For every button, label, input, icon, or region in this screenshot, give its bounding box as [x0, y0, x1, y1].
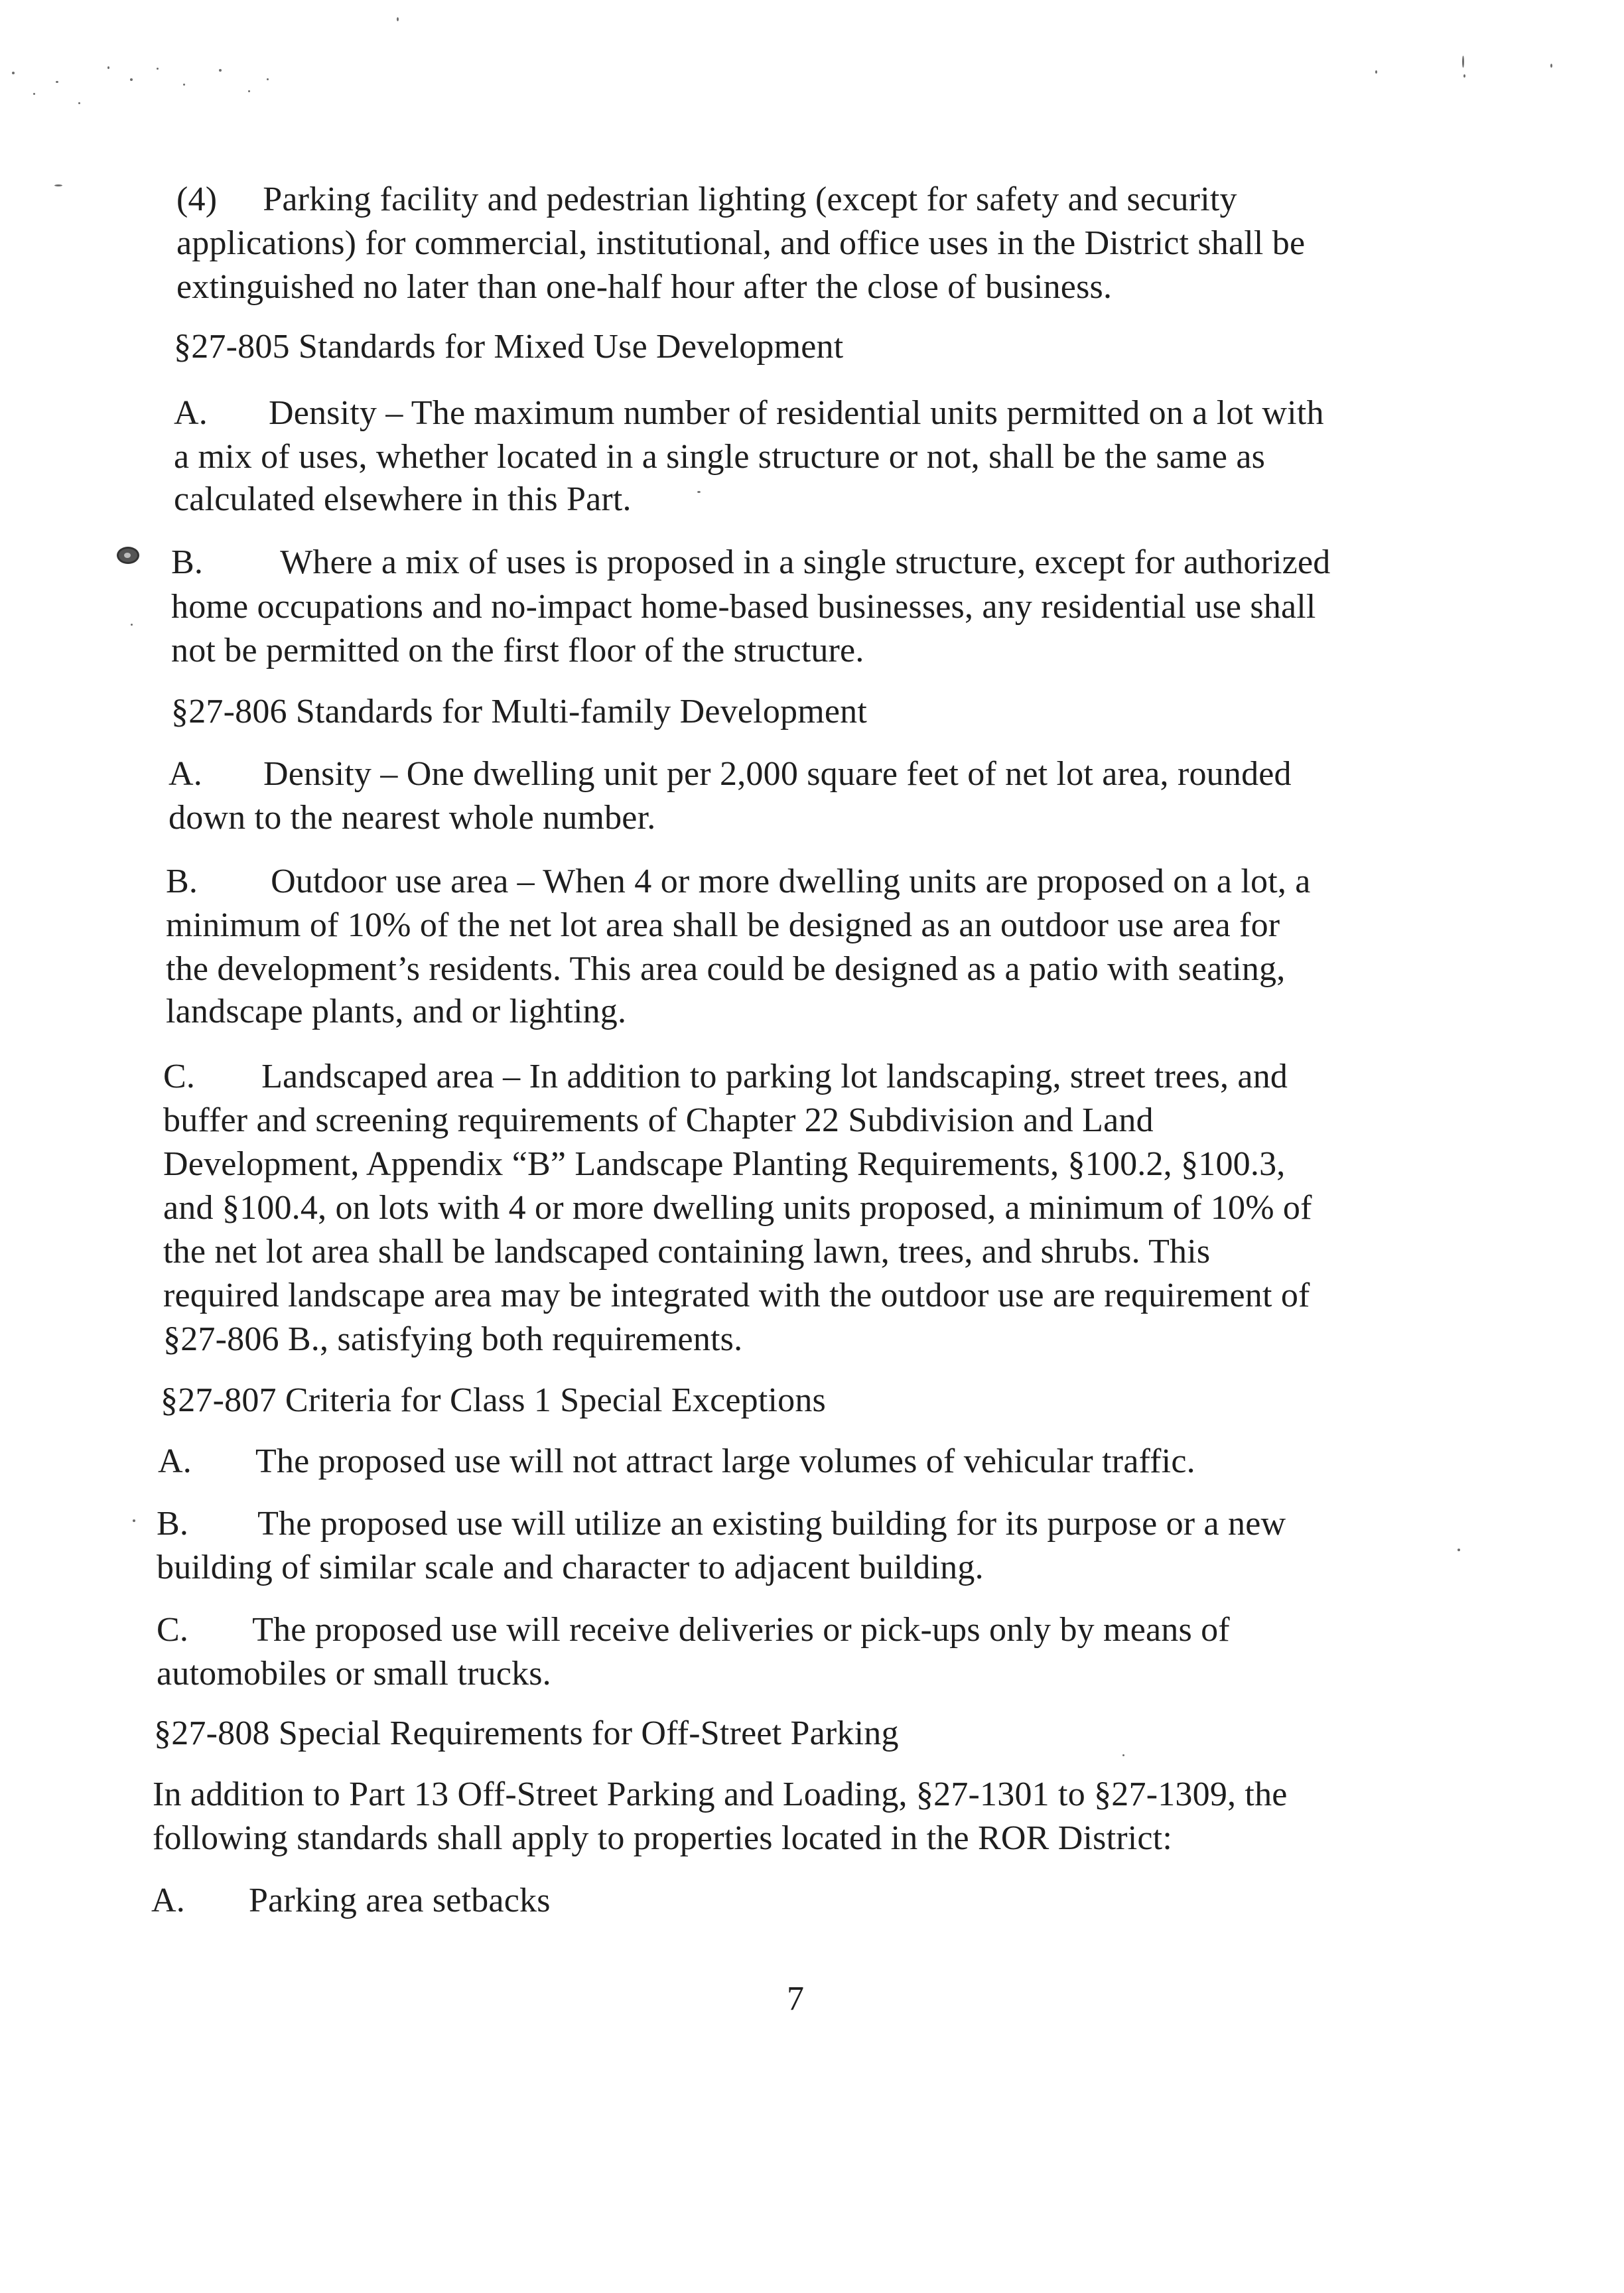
section-807-c-line-2: automobiles or small trucks. — [157, 1655, 551, 1693]
paragraph-label: (4) — [176, 180, 218, 218]
section-805-a-line-3: calculated elsewhere in this Part. — [174, 480, 632, 518]
scan-speck — [397, 17, 399, 21]
scan-speck — [133, 1519, 135, 1522]
paragraph-label: B. — [171, 543, 204, 581]
scan-speck — [130, 78, 133, 81]
section-807-b-line-1 — [157, 1502, 1286, 1546]
paragraph-label: B. — [157, 1505, 189, 1543]
scan-speck — [12, 72, 15, 74]
paragraph-label: C. — [163, 1058, 196, 1095]
scan-speck — [1122, 1754, 1124, 1756]
scan-speck — [219, 69, 222, 72]
section-806-c-line-5: the net lot area shall be landscaped containing lawn, trees, and shrubs. This — [163, 1233, 1211, 1271]
paragraph-label: C. — [157, 1611, 189, 1649]
paragraph-label: B. — [166, 863, 198, 900]
section-806-b-line-4: landscape plants, and or lighting. — [166, 993, 627, 1030]
section-806-c-line-3: Development, Appendix “B” Landscape Planting Requirements, §100.2, §100.3, — [163, 1145, 1286, 1183]
paragraph-4-line-1 — [176, 178, 1237, 222]
paragraph-text: Outdoor use area – When 4 or more dwelling units are proposed on a lot, a — [271, 863, 1311, 900]
section-heading-27-805: §27-805 Standards for Mixed Use Development — [174, 328, 844, 366]
scan-speck — [33, 93, 35, 95]
section-806-c-line-6: required landscape area may be integrated with the outdoor use are requirement of — [163, 1277, 1310, 1314]
paragraph-text: Density – One dwelling unit per 2,000 square feet of net lot area, rounded — [263, 755, 1292, 793]
scan-speck — [1550, 64, 1552, 68]
paragraph-4-line-2: applications) for commercial, institutional, and office uses in the District shall be — [176, 224, 1306, 262]
section-806-c-line-2: buffer and screening requirements of Chapter 22 Subdivision and Land — [163, 1101, 1154, 1139]
paragraph-text: Where a mix of uses is proposed in a single structure, except for authorized — [280, 543, 1331, 581]
section-heading-27-808: §27-808 Special Requirements for Off-Street Parking — [154, 1714, 899, 1752]
section-808-a-line-1 — [151, 1879, 551, 1923]
paragraph-text: The proposed use will utilize an existing building for its purpose or a new — [257, 1505, 1286, 1543]
section-806-b-line-1 — [166, 860, 1311, 904]
scan-speck — [697, 491, 701, 493]
scan-speck — [1375, 70, 1377, 74]
scan-speck — [54, 184, 62, 186]
punch-hole-mark — [117, 547, 139, 564]
scan-speck — [267, 78, 269, 80]
section-807-c-line-1 — [157, 1608, 1230, 1652]
section-806-b-line-2: minimum of 10% of the net lot area shall be designed as an outdoor use area for — [166, 906, 1280, 944]
section-807-b-line-2: building of similar scale and character to adjacent building. — [157, 1549, 984, 1586]
section-806-a-line-2: down to the nearest whole number. — [169, 799, 656, 837]
section-heading-27-806: §27-806 Standards for Multi-family Development — [171, 693, 867, 730]
paragraph-text: Landscaped area – In addition to parking lot landscaping, street trees, and — [261, 1058, 1288, 1095]
section-heading-27-807: §27-807 Criteria for Class 1 Special Exceptions — [161, 1381, 826, 1419]
paragraph-label: A. — [169, 755, 202, 793]
section-805-a-line-1 — [174, 391, 1324, 435]
section-808-intro-line-1: In addition to Part 13 Off-Street Parking and Loading, §27-1301 to §27-1309, the — [153, 1775, 1288, 1813]
paragraph-label: A. — [158, 1442, 192, 1480]
section-805-b-line-2: home occupations and no-impact home-based businesses, any residential use shall — [171, 588, 1316, 626]
scan-speck — [1462, 56, 1464, 68]
scan-speck — [131, 624, 133, 626]
paragraph-text: The proposed use will not attract large volumes of vehicular traffic. — [255, 1442, 1195, 1480]
section-806-c-line-7: §27-806 B., satisfying both requirements. — [163, 1320, 743, 1358]
section-806-c-line-1 — [163, 1055, 1288, 1099]
scan-speck — [157, 68, 159, 70]
scan-speck — [248, 90, 250, 92]
paragraph-text: The proposed use will receive deliveries or pick-ups only by means of — [252, 1611, 1230, 1649]
scan-speck — [1463, 74, 1465, 78]
scan-speck — [1457, 1549, 1460, 1551]
section-805-b-line-1 — [171, 541, 1330, 585]
section-805-a-line-2: a mix of uses, whether located in a single structure or not, shall be the same as — [174, 438, 1266, 476]
scan-speck — [183, 84, 185, 86]
section-806-b-line-3: the development’s residents. This area could be designed as a patio with seating, — [166, 950, 1286, 988]
scan-speck — [56, 81, 58, 83]
section-806-c-line-4: and §100.4, on lots with 4 or more dwelling units proposed, a minimum of 10% of — [163, 1189, 1312, 1227]
paragraph-label: A. — [151, 1882, 185, 1919]
section-808-intro-line-2: following standards shall apply to properties located in the ROR District: — [153, 1819, 1172, 1857]
section-806-a-line-1 — [169, 752, 1292, 796]
paragraph-text: Density – The maximum number of residential units permitted on a lot with — [268, 394, 1324, 432]
paragraph-label: A. — [174, 394, 208, 432]
paragraph-4-line-3: extinguished no later than one-half hour after the close of business. — [176, 268, 1113, 306]
scan-speck — [107, 66, 109, 69]
section-805-b-line-3: not be permitted on the first floor of the structure. — [171, 632, 864, 669]
paragraph-text: Parking area setbacks — [248, 1882, 551, 1919]
section-807-a-line-1 — [158, 1440, 1195, 1484]
page-number: 7 — [787, 1980, 804, 2018]
scan-speck — [78, 102, 80, 104]
paragraph-text: Parking facility and pedestrian lighting (except for safety and security — [263, 180, 1237, 218]
